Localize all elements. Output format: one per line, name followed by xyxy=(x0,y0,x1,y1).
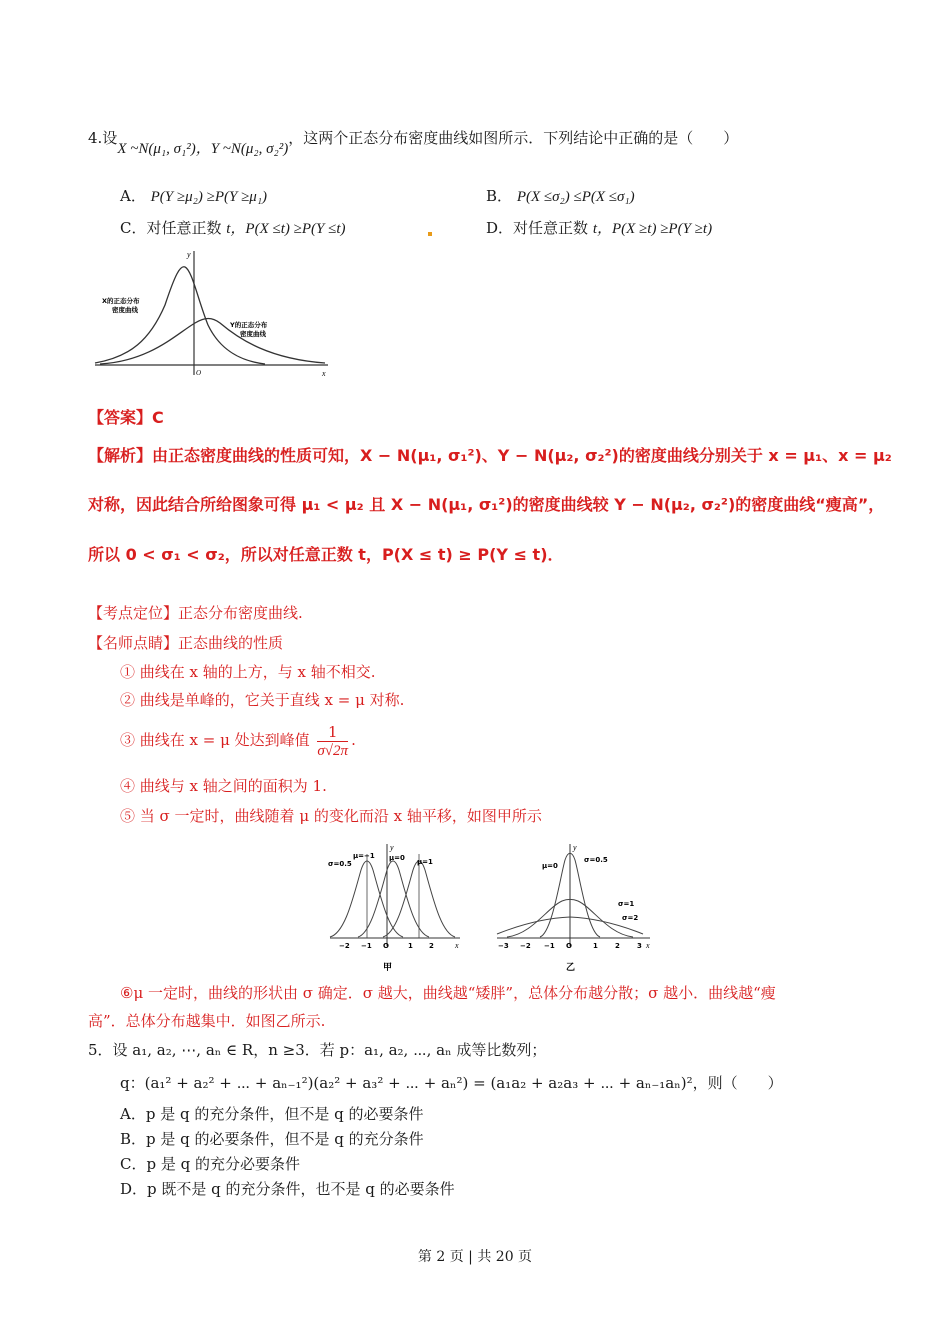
fig-yi-tick-5: 1 xyxy=(593,942,598,950)
q4-analysis-line-2: 对称，因此结合所给图象可得 μ₁ < μ₂ 且 X − N(μ₁, σ₁²)的密度曲线较 Y − N(μ₂, σ₂²)的密度曲线“瘦高”， xyxy=(88,495,885,514)
q4-point-4: ④ 曲线与 x 轴之间的面积为 1. xyxy=(120,777,327,795)
q4-analysis-line-3: 所以 0 < σ₁ < σ₂，所以对任意正数 t，P(X ≤ t) ≥ P(Y ≤ t)． xyxy=(88,545,564,564)
q4-stem xyxy=(88,128,739,157)
fig-yi-mu-label: μ=0 xyxy=(542,862,558,870)
q4-option-a-key: A． xyxy=(120,187,146,205)
q4-fig-origin-label: O xyxy=(196,369,202,377)
q4-mingshi: 【名师点睛】正态曲线的性质 xyxy=(88,634,284,652)
q4-x-density-curve xyxy=(95,267,265,364)
q4-point-2: ② 曲线是单峰的，它关于直线 x = μ 对称. xyxy=(120,691,405,709)
fig-yi-sigma-label-1: σ=0.5 xyxy=(584,856,608,864)
q4-peak-tail: . xyxy=(351,731,356,749)
q4-y-density-curve xyxy=(100,319,325,365)
q4-point-1: ① 曲线在 x 轴的上方，与 x 轴不相交. xyxy=(120,663,376,681)
q4-option-d xyxy=(486,218,712,239)
q4-answer: 【答案】C xyxy=(88,408,164,427)
q4-point-3-text: ③ 曲线在 x = μ 处达到峰值 xyxy=(120,731,310,749)
fig-jia-mu-label-1: μ=−1 xyxy=(353,852,375,860)
fig-jia-caption: 甲 xyxy=(383,963,393,973)
q4-option-b-key: B． xyxy=(486,187,513,205)
q4-fig-y-curve-label-1: Y的正态分布 xyxy=(230,321,268,329)
fig-jia-sigma-label: σ=0.5 xyxy=(328,860,352,868)
fig-yi-tick-2: −2 xyxy=(520,942,531,950)
fig-jia-tick-4: 1 xyxy=(408,942,413,950)
q4-analysis-line-1: 【解析】由正态密度曲线的性质可知，X − N(μ₁, σ₁²)、Y − N(μ₂, σ₂²)的密度曲线分别关于 x = μ₁、x = μ₂ xyxy=(88,446,892,465)
q4-fig-y-curve-label-2: 密度曲线 xyxy=(240,330,266,338)
q4-peak-fraction xyxy=(317,723,348,760)
q4-option-a-text: P(Y ≥μ₂) ≥P(Y ≥μ₁) xyxy=(150,189,268,205)
q4-option-a xyxy=(120,186,267,207)
q5-option-c: C．p 是 q 的充分必要条件 xyxy=(120,1155,300,1173)
q4-point-6-line-2: 高”．总体分布越集中．如图乙所示. xyxy=(88,1012,326,1030)
q4-point-5: ⑤ 当 σ 一定时，曲线随着 μ 的变化而沿 x 轴平移，如图甲所示 xyxy=(120,807,542,825)
fig-jia-tick-1: −2 xyxy=(339,942,350,950)
q5-q-line: q：(a₁² + a₂² + ⋯ + aₙ₋₁²)(a₂² + a₃² + ⋯ + aₙ²) = (a₁a₂ + a₂a₃ + ⋯ + aₙ₋₁aₙ)²，则（ ） xyxy=(120,1074,783,1092)
q4-fig-x-curve-label-2: 密度曲线 xyxy=(112,306,138,314)
q5-option-d: D．p 既不是 q 的充分条件，也不是 q 的必要条件 xyxy=(120,1180,455,1198)
fig-yi-caption: 乙 xyxy=(566,963,576,973)
q4-option-b xyxy=(486,186,635,207)
fig-jia-mu-label-3: μ=1 xyxy=(417,858,433,866)
q5-option-a: A．p 是 q 的充分条件，但不是 q 的必要条件 xyxy=(120,1105,424,1123)
q4-point-6-line-1: ⑥μ 一定时，曲线的形状由 σ 确定．σ 越大，曲线越“矮胖”，总体分布越分散；σ 越小．曲线越“瘦 xyxy=(120,984,776,1002)
fig-jia xyxy=(325,838,470,978)
fig-yi-tick-7: 3 xyxy=(637,942,642,950)
q4-stem-math: X ~N(μ₁, σ₁²)，Y ~N(μ₂, σ₂²) xyxy=(117,141,289,157)
fig-yi xyxy=(492,838,657,978)
q5-stem: 5．设 a₁, a₂, ⋯, aₙ ∈ R，n ≥3．若 p：a₁, a₂, ⋯, aₙ 成等比数列； xyxy=(88,1041,547,1059)
fig-jia-mu-label-2: μ=0 xyxy=(389,854,405,862)
q5-option-b: B．p 是 q 的必要条件，但不是 q 的充分条件 xyxy=(120,1130,424,1148)
fig-yi-y-label: y xyxy=(573,843,577,852)
fig-jia-y-label: y xyxy=(390,843,394,852)
q4-peak-num: 1 xyxy=(317,723,348,742)
q4-option-c xyxy=(120,218,346,239)
page-footer: 第 2 页 | 共 20 页 xyxy=(417,1249,533,1265)
q4-stem-prefix: 4.设 xyxy=(88,129,118,147)
fig-jia-curve-mu-neg1 xyxy=(330,861,403,937)
fig-yi-sigma-label-2: σ=1 xyxy=(618,900,635,908)
q4-option-c-text: t，P(X ≤t) ≥P(Y ≤t) xyxy=(226,221,346,237)
fig-jia-tick-3: O xyxy=(383,942,389,950)
fig-yi-tick-6: 2 xyxy=(615,942,620,950)
fig-yi-x-label: x xyxy=(646,941,650,950)
q4-option-d-key: D．对任意正数 xyxy=(486,219,589,237)
stray-dot xyxy=(428,232,432,236)
q4-fig-x-label: x xyxy=(322,369,326,378)
fig-yi-tick-4: O xyxy=(566,942,572,950)
q4-point-3 xyxy=(120,722,356,760)
q4-option-d-text: t，P(X ≥t) ≥P(Y ≥t) xyxy=(592,221,713,237)
fig-jia-tick-2: −1 xyxy=(361,942,372,950)
q4-normal-curves-figure xyxy=(90,245,340,380)
q4-fig-x-curve-label-1: X的正态分布 xyxy=(102,297,140,305)
fig-yi-tick-1: −3 xyxy=(498,942,509,950)
q4-kaodian: 【考点定位】正态分布密度曲线. xyxy=(88,604,303,622)
fig-yi-tick-3: −1 xyxy=(544,942,555,950)
fig-jia-x-label: x xyxy=(455,941,459,950)
fig-yi-sigma-label-3: σ=2 xyxy=(622,914,639,922)
q4-option-c-key: C．对任意正数 xyxy=(120,219,222,237)
fig-jia-tick-5: 2 xyxy=(429,942,434,950)
q4-option-b-text: P(X ≤σ₂) ≤P(X ≤σ₁) xyxy=(516,189,635,205)
q4-stem-suffix: ，这两个正态分布密度曲线如图所示．下列结论中正确的是（ ） xyxy=(288,129,739,147)
fig-jia-curve-mu-0 xyxy=(358,861,429,937)
q4-peak-den: σ√2π xyxy=(317,742,349,759)
q4-fig-y-label: y xyxy=(187,250,191,259)
